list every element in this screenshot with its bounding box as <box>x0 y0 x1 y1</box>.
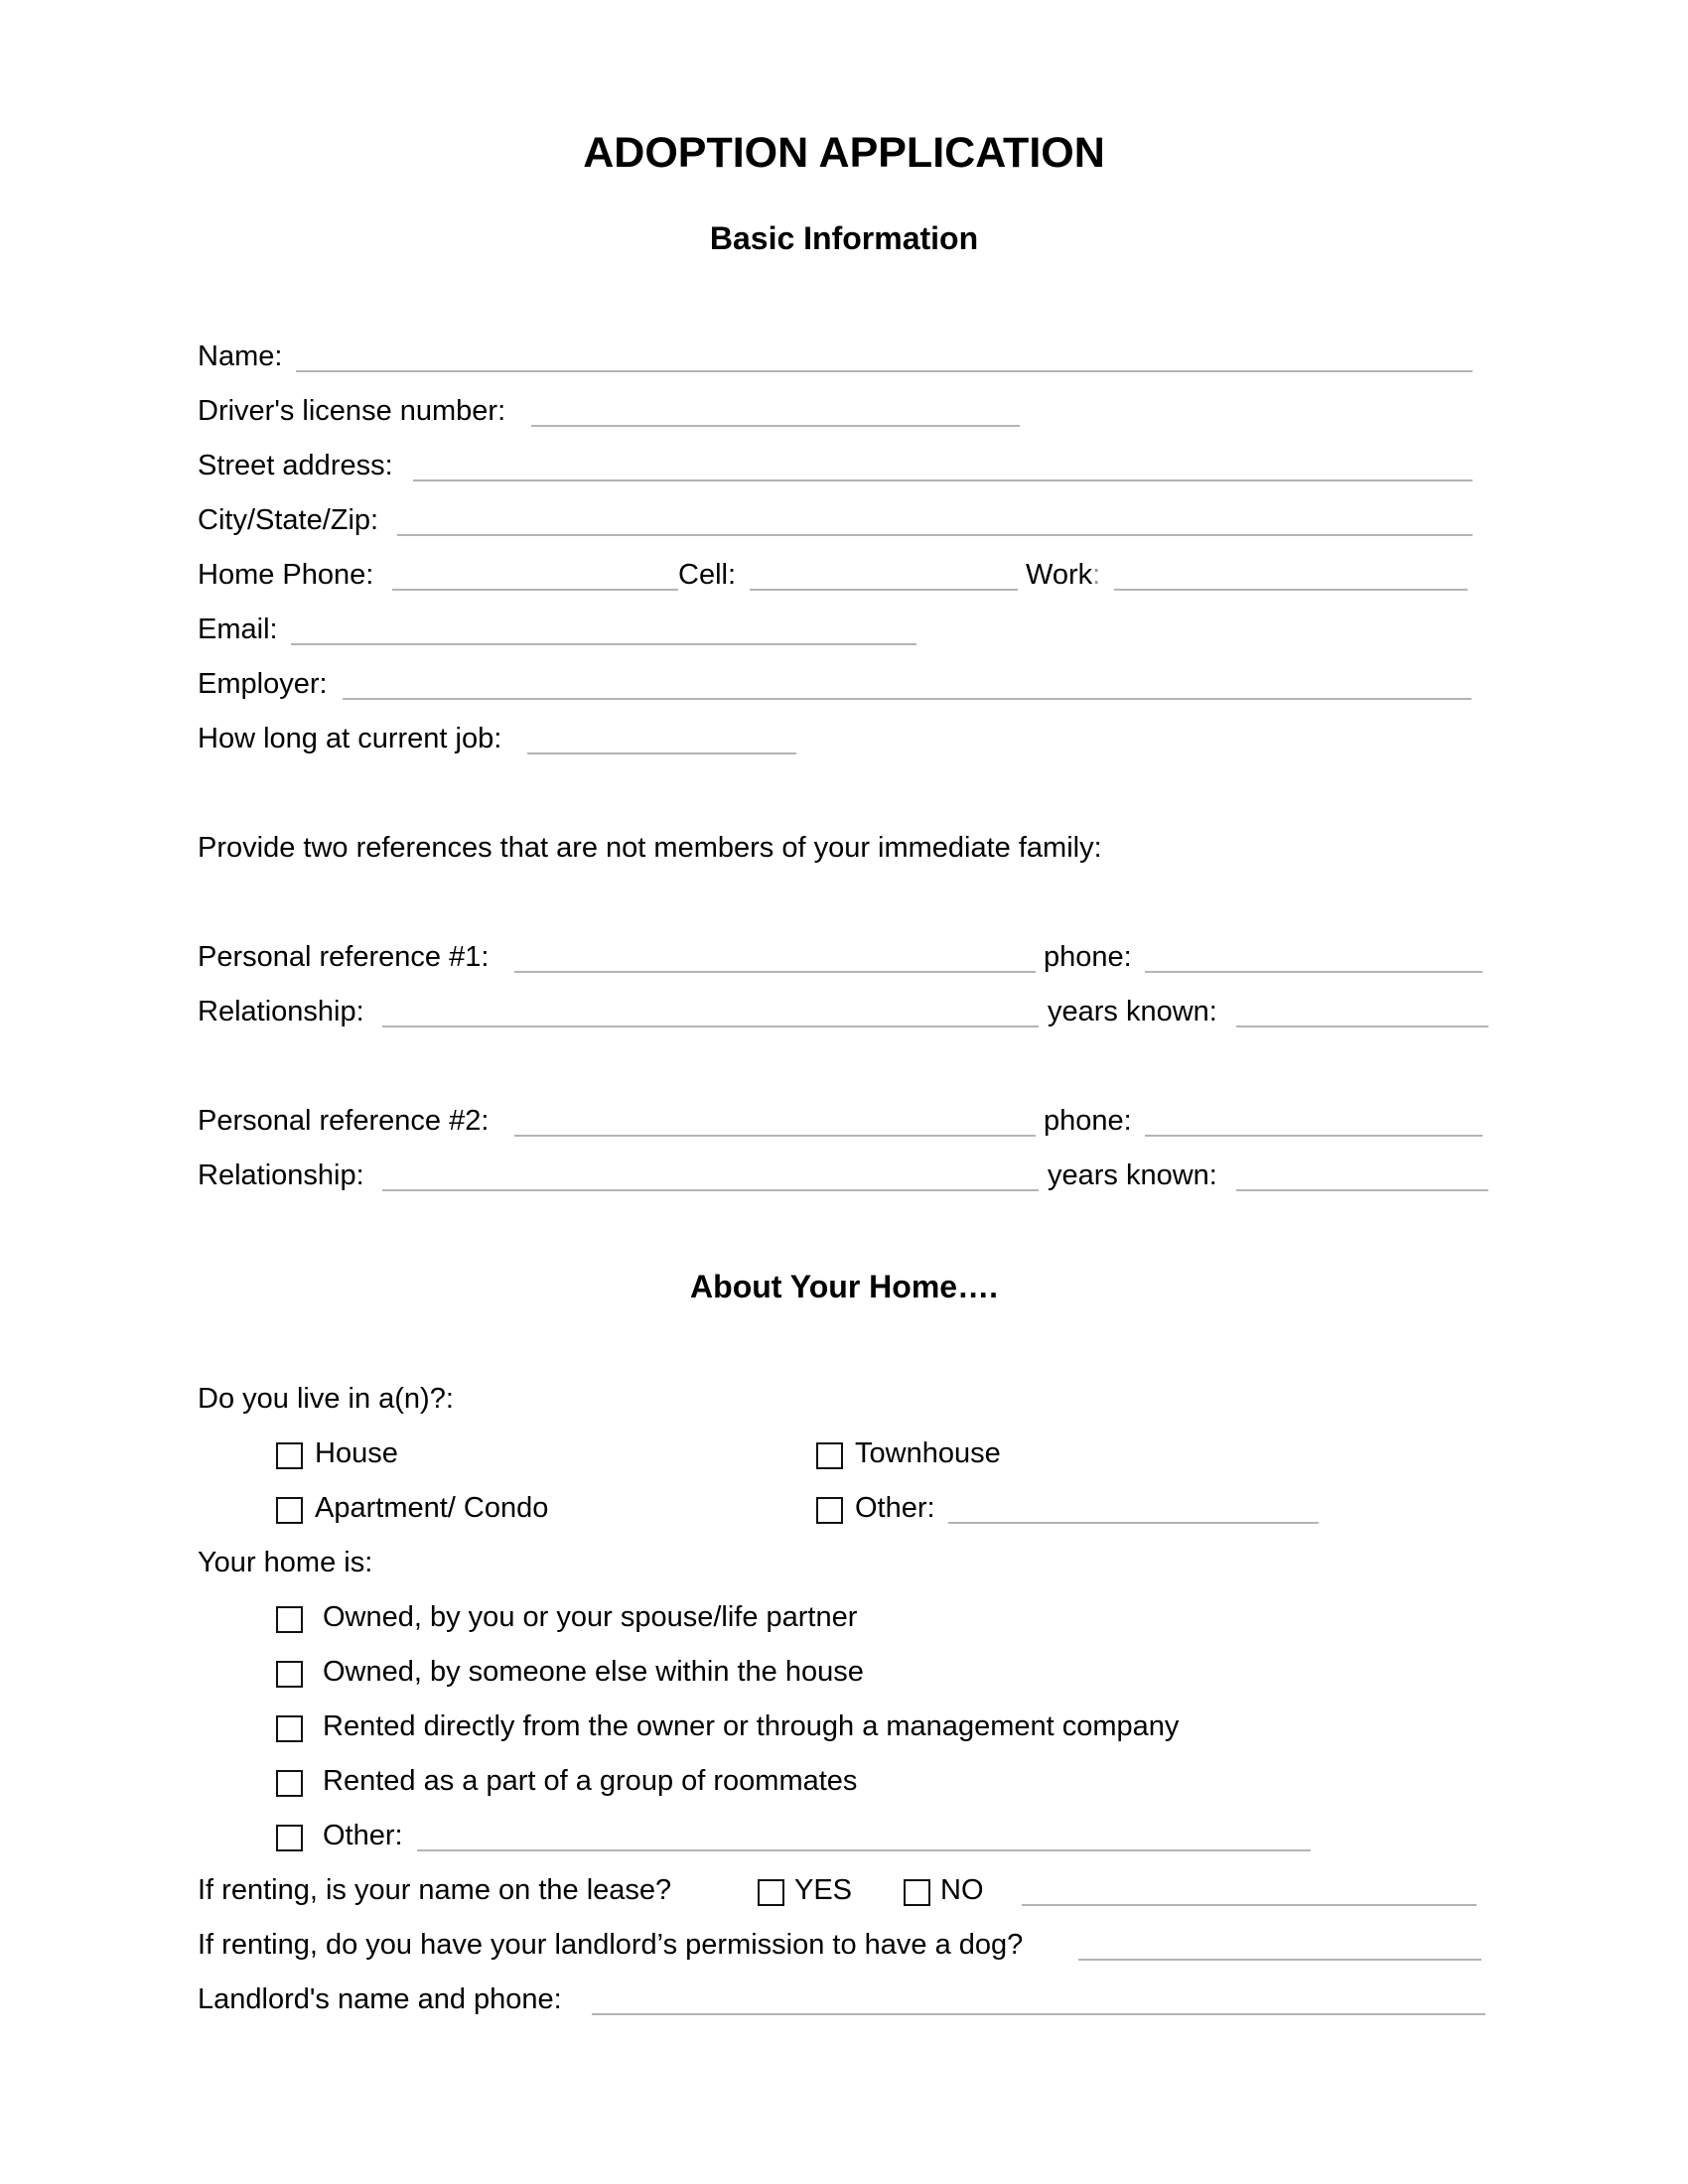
email-field[interactable] <box>291 643 916 645</box>
ref1-phone-label: phone: <box>1044 941 1132 973</box>
lease-no-label: NO <box>940 1874 984 1906</box>
home-phone-label: Home Phone: <box>198 559 374 591</box>
section-heading-basic-info: Basic Information <box>709 220 979 256</box>
email-label: Email: <box>198 614 278 645</box>
live-in-question: Do you live in a(n)?: <box>198 1383 454 1415</box>
cell-label: Cell: <box>678 559 737 591</box>
employer-field[interactable] <box>343 698 1472 700</box>
home-other-field[interactable] <box>417 1849 1311 1851</box>
home-phone-field[interactable] <box>392 589 678 591</box>
other-dwelling-field[interactable] <box>948 1522 1319 1524</box>
ref1-label: Personal reference #1: <box>198 941 490 973</box>
work-label-colon: : <box>1092 559 1101 591</box>
option-home-other-label: Other: <box>323 1820 403 1851</box>
landlord-field[interactable] <box>592 2013 1485 2015</box>
option-rented-direct-label: Rented directly from the owner or through a management company <box>323 1710 1180 1742</box>
checkbox-rented-roommates[interactable] <box>276 1770 303 1797</box>
ref2-phone-label: phone: <box>1044 1105 1132 1137</box>
ref2-relationship-label: Relationship: <box>198 1160 364 1191</box>
option-townhouse-label: Townhouse <box>855 1437 1001 1469</box>
lease-notes-field[interactable] <box>1022 1904 1477 1906</box>
city-state-zip-label: City/State/Zip: <box>198 504 379 536</box>
work-label-text: Work <box>1026 559 1093 591</box>
street-field[interactable] <box>413 479 1473 481</box>
checkbox-other-dwelling[interactable] <box>816 1497 843 1524</box>
ref2-years-label: years known: <box>1048 1160 1217 1191</box>
name-field[interactable] <box>296 370 1473 372</box>
license-field[interactable] <box>531 425 1020 427</box>
option-owned-self-label: Owned, by you or your spouse/life partner <box>323 1601 858 1633</box>
checkbox-townhouse[interactable] <box>816 1442 843 1469</box>
home-is-question: Your home is: <box>198 1547 373 1578</box>
ref1-phone-field[interactable] <box>1145 971 1482 973</box>
permission-question: If renting, do you have your landlord’s permission to have a dog? <box>198 1929 1024 1961</box>
checkbox-owned-self[interactable] <box>276 1606 303 1633</box>
checkbox-home-other[interactable] <box>276 1825 303 1851</box>
license-label: Driver's license number: <box>198 395 506 427</box>
checkbox-lease-yes[interactable] <box>758 1879 784 1906</box>
checkbox-owned-other[interactable] <box>276 1661 303 1688</box>
how-long-label: How long at current job: <box>198 723 502 754</box>
option-other-dwelling-label: Other: <box>855 1492 935 1524</box>
checkbox-rented-direct[interactable] <box>276 1715 303 1742</box>
how-long-field[interactable] <box>527 752 796 754</box>
checkbox-apartment-condo[interactable] <box>276 1497 303 1524</box>
section-heading-about-home: About Your Home…. <box>690 1269 998 1304</box>
ref1-years-label: years known: <box>1048 996 1217 1027</box>
references-instruction: Provide two references that are not members of your immediate family: <box>198 832 1102 864</box>
employer-label: Employer: <box>198 668 328 700</box>
ref2-phone-field[interactable] <box>1145 1135 1482 1137</box>
ref2-years-field[interactable] <box>1236 1189 1488 1191</box>
option-rented-roommates-label: Rented as a part of a group of roommates <box>323 1765 858 1797</box>
ref2-label: Personal reference #2: <box>198 1105 490 1137</box>
checkbox-lease-no[interactable] <box>904 1879 930 1906</box>
permission-field[interactable] <box>1078 1959 1481 1961</box>
ref1-relationship-label: Relationship: <box>198 996 364 1027</box>
option-apartment-label: Apartment/ Condo <box>315 1492 549 1524</box>
page-title: ADOPTION APPLICATION <box>583 129 1105 177</box>
work-label <box>1026 558 1100 592</box>
street-label: Street address: <box>198 450 393 481</box>
ref1-relationship-field[interactable] <box>382 1025 1039 1027</box>
cell-field[interactable] <box>750 589 1018 591</box>
option-house-label: House <box>315 1437 398 1469</box>
landlord-label: Landlord's name and phone: <box>198 1983 562 2015</box>
ref2-relationship-field[interactable] <box>382 1189 1039 1191</box>
lease-yes-label: YES <box>794 1874 853 1906</box>
ref1-name-field[interactable] <box>514 971 1036 973</box>
lease-question: If renting, is your name on the lease? <box>198 1874 672 1906</box>
city-state-zip-field[interactable] <box>397 534 1473 536</box>
checkbox-house[interactable] <box>276 1442 303 1469</box>
ref2-name-field[interactable] <box>514 1135 1036 1137</box>
work-phone-field[interactable] <box>1114 589 1468 591</box>
option-owned-other-label: Owned, by someone else within the house <box>323 1656 864 1688</box>
ref1-years-field[interactable] <box>1236 1025 1488 1027</box>
name-label: Name: <box>198 341 283 372</box>
